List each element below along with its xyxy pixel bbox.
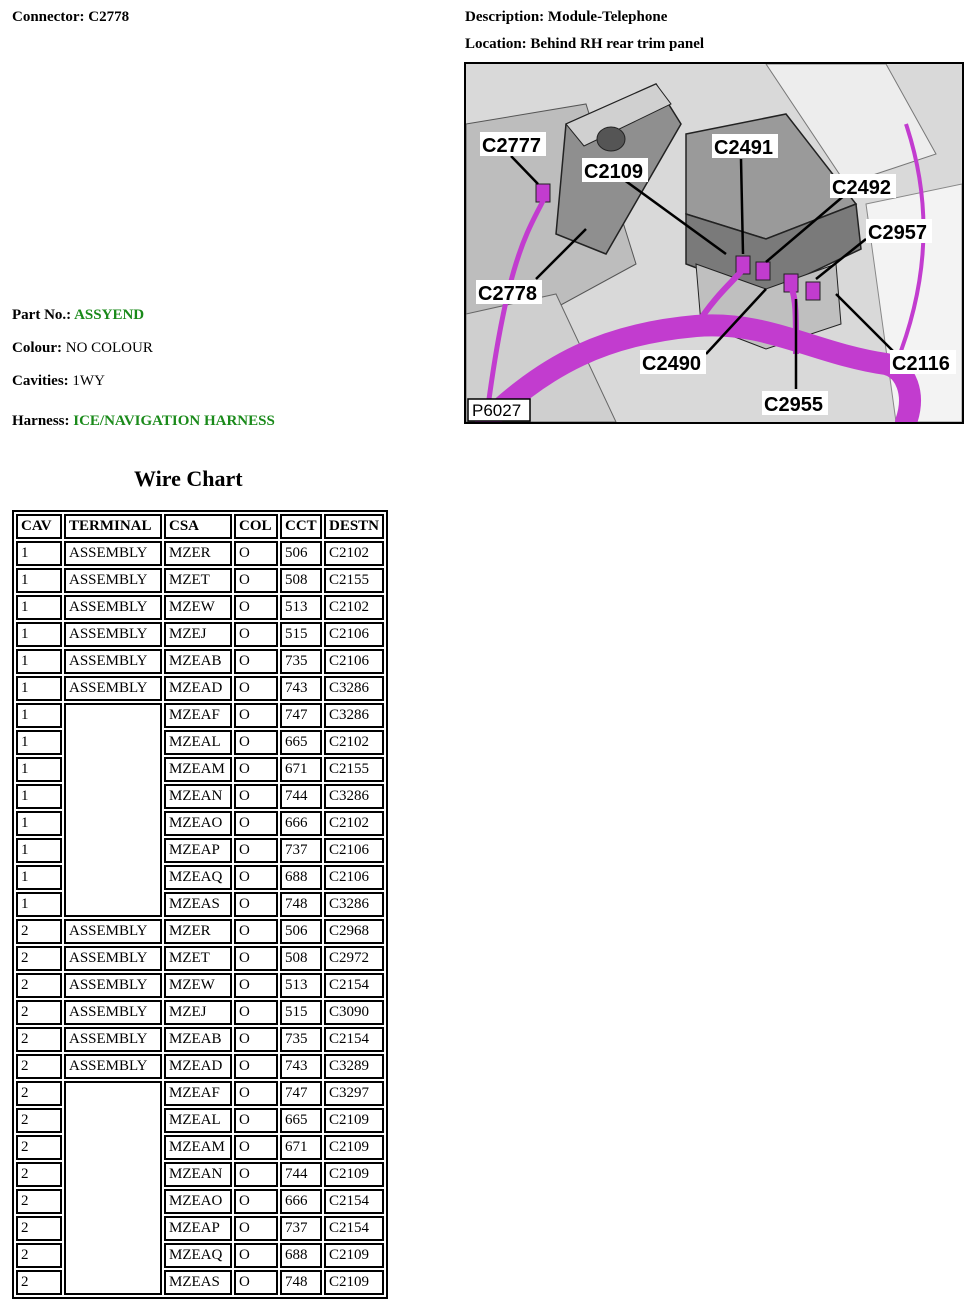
- cell-cav: 2: [16, 1081, 62, 1106]
- cell-csa: MZEAM: [164, 757, 232, 782]
- cell-cav: 2: [16, 1189, 62, 1214]
- cell-destn: C3286: [324, 703, 384, 728]
- cell-cav: 1: [16, 649, 62, 674]
- cell-terminal: ASSEMBLY: [64, 1054, 162, 1079]
- cell-terminal: ASSEMBLY: [64, 676, 162, 701]
- cell-cct: 688: [280, 1243, 322, 1268]
- cell-destn: C3286: [324, 676, 384, 701]
- cell-cav: 1: [16, 811, 62, 836]
- cell-destn: C2106: [324, 622, 384, 647]
- cell-cct: 744: [280, 784, 322, 809]
- cell-cav: 1: [16, 865, 62, 890]
- cell-cav: 2: [16, 1243, 62, 1268]
- cell-cct: 515: [280, 622, 322, 647]
- svg-text:C2109: C2109: [584, 161, 643, 183]
- svg-text:C2957: C2957: [868, 222, 927, 244]
- callout-c2116: [890, 350, 956, 375]
- cell-csa: MZEAF: [164, 703, 232, 728]
- cell-csa: MZEAM: [164, 1135, 232, 1160]
- cell-cct: 737: [280, 1216, 322, 1241]
- cell-destn: C2109: [324, 1162, 384, 1187]
- callout-c2490: [640, 350, 706, 375]
- cell-cav: 1: [16, 730, 62, 755]
- cell-cct: 508: [280, 568, 322, 593]
- cavities-label: Cavities:: [12, 373, 69, 389]
- table-row: [16, 1000, 384, 1025]
- cell-col: O: [234, 1108, 278, 1133]
- table-row: [16, 946, 384, 971]
- table-row: [16, 595, 384, 620]
- callout-c2492: [830, 174, 896, 199]
- callout-c2778: [476, 280, 542, 305]
- cell-cav: 1: [16, 838, 62, 863]
- cell-col: O: [234, 1270, 278, 1295]
- cell-terminal: ASSEMBLY: [64, 946, 162, 971]
- table-row: [16, 568, 384, 593]
- cell-destn: C2155: [324, 568, 384, 593]
- cell-cav: 1: [16, 757, 62, 782]
- cell-cct: 743: [280, 676, 322, 701]
- callout-c2957: [866, 219, 932, 244]
- colour-field: [12, 340, 153, 357]
- cell-cav: 2: [16, 973, 62, 998]
- cell-destn: C2106: [324, 649, 384, 674]
- cell-col: O: [234, 919, 278, 944]
- cell-cav: 2: [16, 1027, 62, 1052]
- table-row: [16, 703, 384, 728]
- table-row: [16, 973, 384, 998]
- callout-c2109: [582, 158, 648, 183]
- connector-value: C2778: [88, 9, 130, 25]
- table-row: [16, 1054, 384, 1079]
- cell-cct: 743: [280, 1054, 322, 1079]
- cell-cav: 1: [16, 784, 62, 809]
- cell-col: O: [234, 676, 278, 701]
- svg-text:C2777: C2777: [482, 135, 541, 157]
- callout-c2955: [762, 391, 828, 416]
- location-field: [465, 36, 704, 53]
- header-col: COL: [234, 514, 278, 539]
- harness-field: [12, 413, 275, 430]
- cell-destn: C3286: [324, 784, 384, 809]
- cell-destn: C2155: [324, 757, 384, 782]
- cell-csa: MZEAO: [164, 1189, 232, 1214]
- cell-col: O: [234, 892, 278, 917]
- cell-col: O: [234, 973, 278, 998]
- cell-cct: 666: [280, 811, 322, 836]
- table-row: [16, 919, 384, 944]
- description-field: [465, 9, 667, 26]
- table-header-row: [16, 514, 384, 539]
- cell-col: O: [234, 541, 278, 566]
- cell-cct: 506: [280, 919, 322, 944]
- harness-value[interactable]: ICE/NAVIGATION HARNESS: [73, 413, 275, 429]
- cell-destn: C2102: [324, 730, 384, 755]
- cell-destn: C2106: [324, 865, 384, 890]
- cell-cct: 665: [280, 730, 322, 755]
- wire-chart-title: Wire Chart: [134, 466, 243, 491]
- cell-destn: C3289: [324, 1054, 384, 1079]
- table-row: [16, 622, 384, 647]
- cell-csa: MZET: [164, 946, 232, 971]
- table-row: [16, 1081, 384, 1106]
- cell-terminal: ASSEMBLY: [64, 595, 162, 620]
- cell-csa: MZEW: [164, 595, 232, 620]
- cell-destn: C2102: [324, 811, 384, 836]
- description-label: Description:: [465, 9, 545, 25]
- cell-cct: 748: [280, 1270, 322, 1295]
- cell-csa: MZEAS: [164, 1270, 232, 1295]
- cell-cav: 2: [16, 919, 62, 944]
- cell-csa: MZEJ: [164, 622, 232, 647]
- cell-col: O: [234, 865, 278, 890]
- svg-text:C2778: C2778: [478, 283, 537, 305]
- cell-cav: 2: [16, 1135, 62, 1160]
- part-no-value[interactable]: ASSYEND: [74, 307, 145, 323]
- cell-cct: 747: [280, 1081, 322, 1106]
- cell-cav: 2: [16, 1054, 62, 1079]
- cell-destn: C2109: [324, 1135, 384, 1160]
- cell-csa: MZEAB: [164, 649, 232, 674]
- cell-col: O: [234, 1027, 278, 1052]
- cell-col: O: [234, 1054, 278, 1079]
- cell-cav: 2: [16, 1216, 62, 1241]
- location-value: Behind RH rear trim panel: [530, 36, 705, 52]
- cell-destn: C2154: [324, 1216, 384, 1241]
- cell-cct: 666: [280, 1189, 322, 1214]
- cell-terminal: ASSEMBLY: [64, 622, 162, 647]
- cell-col: O: [234, 946, 278, 971]
- cell-terminal-blank: [64, 1081, 162, 1295]
- cell-csa: MZET: [164, 568, 232, 593]
- cell-col: O: [234, 595, 278, 620]
- cell-destn: C2109: [324, 1270, 384, 1295]
- cell-csa: MZEAS: [164, 892, 232, 917]
- cell-csa: MZEAP: [164, 838, 232, 863]
- cell-terminal: ASSEMBLY: [64, 541, 162, 566]
- cell-destn: C2154: [324, 1189, 384, 1214]
- cell-cct: 735: [280, 1027, 322, 1052]
- colour-label: Colour:: [12, 340, 62, 356]
- diagram-illustration: [466, 64, 962, 422]
- cell-terminal: ASSEMBLY: [64, 568, 162, 593]
- cell-cct: 688: [280, 865, 322, 890]
- cell-col: O: [234, 784, 278, 809]
- cell-csa: MZEAD: [164, 676, 232, 701]
- cell-destn: C2154: [324, 973, 384, 998]
- part-no-field: [12, 307, 144, 324]
- cell-terminal: ASSEMBLY: [64, 649, 162, 674]
- cell-col: O: [234, 1216, 278, 1241]
- cell-destn: C2968: [324, 919, 384, 944]
- cell-cav: 1: [16, 676, 62, 701]
- location-label: Location:: [465, 36, 527, 52]
- cell-cct: 748: [280, 892, 322, 917]
- cell-cav: 1: [16, 568, 62, 593]
- table-row: [16, 676, 384, 701]
- header-destn: DESTN: [324, 514, 384, 539]
- cell-destn: C2972: [324, 946, 384, 971]
- cell-col: O: [234, 1189, 278, 1214]
- cell-col: O: [234, 757, 278, 782]
- callout-c2777: [480, 132, 546, 157]
- cell-cav: 2: [16, 1108, 62, 1133]
- cell-cct: 737: [280, 838, 322, 863]
- cell-destn: C2106: [324, 838, 384, 863]
- image-reference: [468, 399, 530, 421]
- cell-csa: MZEAP: [164, 1216, 232, 1241]
- cell-cct: 744: [280, 1162, 322, 1187]
- header-cav: CAV: [16, 514, 62, 539]
- cell-terminal: ASSEMBLY: [64, 1027, 162, 1052]
- cell-cct: 735: [280, 649, 322, 674]
- svg-text:C2490: C2490: [642, 353, 701, 375]
- cell-destn: C2102: [324, 595, 384, 620]
- cell-cct: 671: [280, 1135, 322, 1160]
- cell-cav: 2: [16, 1270, 62, 1295]
- cell-csa: MZEAQ: [164, 1243, 232, 1268]
- cell-csa: MZEAD: [164, 1054, 232, 1079]
- cell-destn: C2109: [324, 1243, 384, 1268]
- location-diagram: [464, 62, 964, 424]
- cell-col: O: [234, 730, 278, 755]
- cell-terminal-blank: [64, 703, 162, 917]
- cell-col: O: [234, 1135, 278, 1160]
- callout-c2491: [712, 134, 778, 159]
- cell-csa: MZEAL: [164, 1108, 232, 1133]
- cell-destn: C3090: [324, 1000, 384, 1025]
- table-row: [16, 1027, 384, 1052]
- cell-col: O: [234, 811, 278, 836]
- cavities-value: 1WY: [72, 373, 105, 389]
- cell-cct: 747: [280, 703, 322, 728]
- cell-col: O: [234, 622, 278, 647]
- cell-cav: 1: [16, 703, 62, 728]
- cell-cct: 513: [280, 595, 322, 620]
- header-cct: CCT: [280, 514, 322, 539]
- connector-field: [12, 9, 129, 26]
- cell-cav: 2: [16, 946, 62, 971]
- cell-cct: 506: [280, 541, 322, 566]
- colour-value: NO COLOUR: [65, 340, 153, 356]
- cell-cav: 1: [16, 892, 62, 917]
- cell-cav: 1: [16, 622, 62, 647]
- cell-col: O: [234, 649, 278, 674]
- cell-cct: 513: [280, 973, 322, 998]
- svg-text:C2491: C2491: [714, 137, 773, 159]
- cell-csa: MZEW: [164, 973, 232, 998]
- svg-text:C2492: C2492: [832, 177, 891, 199]
- header-csa: CSA: [164, 514, 232, 539]
- wire-chart-table: [12, 510, 388, 1299]
- header-terminal: TERMINAL: [64, 514, 162, 539]
- cell-col: O: [234, 703, 278, 728]
- cell-terminal: ASSEMBLY: [64, 919, 162, 944]
- cell-cav: 1: [16, 595, 62, 620]
- cell-destn: C2102: [324, 541, 384, 566]
- cell-cct: 508: [280, 946, 322, 971]
- cell-csa: MZEAN: [164, 1162, 232, 1187]
- table-row: [16, 541, 384, 566]
- harness-label: Harness:: [12, 413, 70, 429]
- cell-col: O: [234, 838, 278, 863]
- table-row: [16, 649, 384, 674]
- cell-csa: MZEAF: [164, 1081, 232, 1106]
- cell-cav: 1: [16, 541, 62, 566]
- cell-cct: 515: [280, 1000, 322, 1025]
- cell-col: O: [234, 1000, 278, 1025]
- cell-destn: C2154: [324, 1027, 384, 1052]
- cell-csa: MZEAQ: [164, 865, 232, 890]
- cell-csa: MZER: [164, 541, 232, 566]
- cell-csa: MZEAB: [164, 1027, 232, 1052]
- svg-text:P6027: P6027: [472, 401, 522, 420]
- cell-terminal: ASSEMBLY: [64, 973, 162, 998]
- cell-destn: C2109: [324, 1108, 384, 1133]
- cavities-field: [12, 373, 105, 390]
- cell-col: O: [234, 568, 278, 593]
- cell-col: O: [234, 1243, 278, 1268]
- cell-cct: 665: [280, 1108, 322, 1133]
- cell-cct: 671: [280, 757, 322, 782]
- svg-text:C2955: C2955: [764, 394, 823, 416]
- cell-csa: MZEAL: [164, 730, 232, 755]
- cell-csa: MZEAN: [164, 784, 232, 809]
- cell-csa: MZEJ: [164, 1000, 232, 1025]
- cell-cav: 2: [16, 1162, 62, 1187]
- cell-terminal: ASSEMBLY: [64, 1000, 162, 1025]
- cell-csa: MZEAO: [164, 811, 232, 836]
- description-value: Module-Telephone: [547, 9, 668, 25]
- cell-destn: C3297: [324, 1081, 384, 1106]
- cell-col: O: [234, 1081, 278, 1106]
- cell-destn: C3286: [324, 892, 384, 917]
- cell-cav: 2: [16, 1000, 62, 1025]
- cell-csa: MZER: [164, 919, 232, 944]
- connector-label: Connector:: [12, 9, 85, 25]
- part-no-label: Part No.:: [12, 307, 72, 323]
- svg-text:C2116: C2116: [892, 353, 950, 375]
- cell-col: O: [234, 1162, 278, 1187]
